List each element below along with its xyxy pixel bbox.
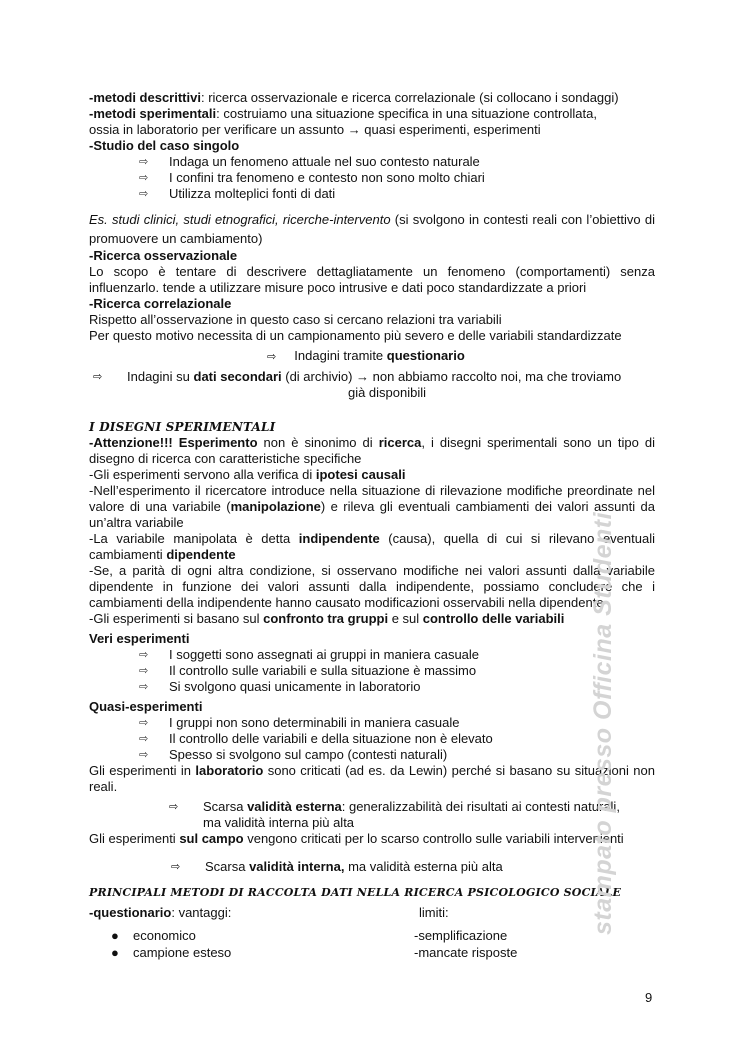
hollow-right-arrow-icon: ⇨ [139,156,149,168]
quasi-list [89,715,655,763]
veri-list [89,647,655,695]
list-item: ⇨ Utilizza molteplici fonti di dati [139,186,336,201]
bullet-icon: ● [111,945,119,960]
hollow-right-arrow-icon: ⇨ [139,733,149,745]
list-item: ⇨ Si svolgono quasi unicamente in laboratorio [139,679,421,694]
disegni-p5: -Se, a parità di ogni altra condizione, si osservano modifiche nei valori assunti dalla variabile dipendente in funzione dei valori assunti dalla indipendente, possiamo concludere che i cambiamenti della indipendente hanno causato modificazioni osservabili nella dipendente [89,563,655,610]
hollow-right-arrow-icon: ⇨ [171,861,181,873]
questionario-header: -questionario: vantaggi: limiti: [89,905,449,920]
list-item: ⇨ I confini tra fenomeno e contesto non sono molto chiari [139,170,485,185]
caso-list [89,154,655,202]
oss-text: Lo scopo è tentare di descrivere dettagliatamente un fenomeno (comportamenti) senza influenzarlo. tende a utilizzare misure poco intrusive e dati poco standardizzate a priori [89,264,655,295]
corr-questionario: ⇨ Indagini tramite questionario [267,348,465,363]
disegni-p6: -Gli esperimenti si basano sul confronto tra gruppi e sul controllo delle variabili [89,611,565,626]
quasi-campo: Gli esperimenti sul campo vengono criticati per lo scarso controllo sulle variabili intervenienti [89,831,624,846]
quasi-lab: Gli esperimenti in laboratorio sono criticati (ad es. da Lewin) perché si basano su situazioni non reali. [89,763,655,794]
table-row: ● campione esteso -mancate risposte [111,945,518,960]
oss-heading: -Ricerca osservazionale [89,248,238,263]
hollow-right-arrow-icon: ⇨ [139,649,149,661]
intro-line-1: -metodi descrittivi: ricerca osservazionale e ricerca correlazionale (si collocano i sondaggi) [89,90,619,105]
list-item: ⇨ Spesso si svolgono sul campo (contesti naturali) [139,747,448,762]
quasi-validita-interna: ⇨ Scarsa validità interna, ma validità esterna più alta [171,859,503,874]
corr-heading: -Ricerca correlazionale [89,296,232,311]
list-item: ⇨ Il controllo sulle variabili e sulla situazione è massimo [139,663,477,678]
hollow-right-arrow-icon: ⇨ [139,665,149,677]
hollow-right-arrow-icon: ⇨ [139,172,149,184]
hollow-right-arrow-icon: ⇨ [93,371,103,383]
list-item: ⇨ I soggetti sono assegnati ai gruppi in maniera casuale [139,647,480,662]
list-item: ⇨ I gruppi non sono determinabili in maniera casuale [139,715,460,730]
table-row: ● economico -semplificazione [111,928,508,943]
corr-line-2: Per questo motivo necessita di un campionamento più severo e delle variabili standardizzate [89,328,622,343]
hollow-right-arrow-icon: ⇨ [139,749,149,761]
disegni-p2: -Gli esperimenti servono alla verifica di ipotesi causali [89,467,406,482]
caso-heading: -Studio del caso singolo [89,138,240,153]
hollow-right-arrow-icon: ⇨ [139,717,149,729]
hollow-right-arrow-icon: ⇨ [139,188,149,200]
hollow-right-arrow-icon: ⇨ [267,351,277,363]
hollow-right-arrow-icon: ⇨ [169,801,179,813]
disegni-p3: -Nell’esperimento il ricercatore introduce nella situazione di rilevazione modifiche preordinate nel valore di una variabile (manipolazione) e rileva gli eventuali cambiamenti dei valori assunti da un’altra variabile [89,483,655,530]
list-item: ⇨ Indaga un fenomeno attuale nel suo contesto naturale [139,154,480,169]
watermark: stampato presso Officina Studenti [589,511,617,935]
disegni-p4: -La variabile manipolata è detta indipendente (causa), quella di cui si rilevano eventuali cambiamenti dipendente [89,531,655,562]
caso-example: Es. studi clinici, studi etnografici, ricerche-intervento (si svolgono in contesti reali con l’obiettivo di promuovere un cambiamento) [89,212,655,246]
corr-secondari: ⇨ Indagini su dati secondari (di archivio) → non abbiamo raccolto noi, ma che troviamo [93,369,622,384]
metodi-title: PRINCIPALI METODI DI RACCOLTA DATI NELLA RICERCA PSICOLOGICO SOCIALE [89,886,622,899]
quasi-heading: Quasi-esperimenti [89,699,203,714]
intro-line-3: ossia in laboratorio per verificare un assunto → quasi esperimenti, esperimenti [89,122,541,137]
bullet-icon: ● [111,928,119,943]
list-item: ⇨ Il controllo delle variabili e della situazione non è elevato [139,731,493,746]
veri-heading: Veri esperimenti [89,631,190,646]
quasi-validita-esterna-cont: ma validità interna più alta [203,815,355,830]
limiti-label: limiti: [419,905,449,920]
quasi-validita-esterna: ⇨ Scarsa validità esterna: generalizzabilità dei risultati ai contesti naturali, [169,799,620,814]
hollow-right-arrow-icon: ⇨ [139,681,149,693]
page-content [89,90,655,962]
page-number: 9 [645,990,653,1005]
intro-line-2: -metodi sperimentali: costruiamo una situazione specifica in una situazione controllata, [89,106,597,121]
disegni-title: I DISEGNI SPERIMENTALI [89,420,276,434]
disegni-p1: -Attenzione!!! Esperimento non è sinonimo di ricerca, i disegni sperimentali sono un tipo di disegno di ricerca con caratteristiche specifiche [89,435,656,466]
corr-secondari-cont: già disponibili [347,385,427,400]
corr-line-1: Rispetto all’osservazione in questo caso si cercano relazioni tra variabili [89,312,502,327]
